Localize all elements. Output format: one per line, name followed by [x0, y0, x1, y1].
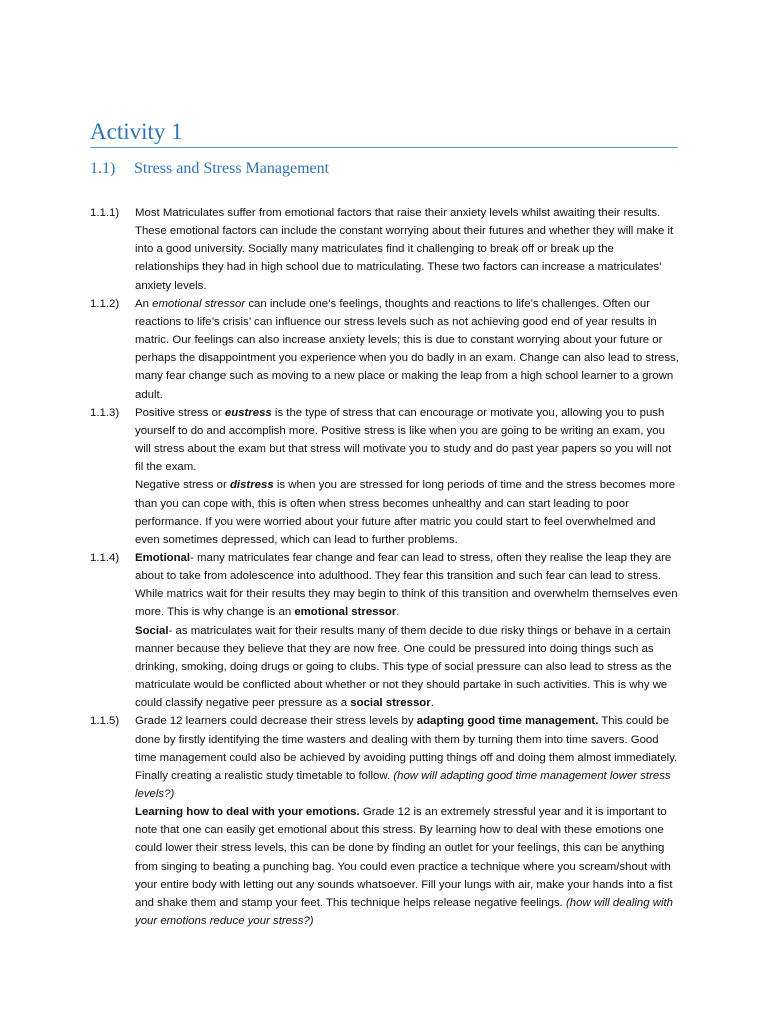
- paragraph: [135, 803, 680, 930]
- item-number: 1.1.5): [90, 715, 120, 728]
- paragraph: [135, 622, 680, 713]
- text-run: Positive stress or: [135, 406, 225, 419]
- paragraph: [135, 549, 680, 622]
- text-run: - many matriculates fear change and fear can lead to stress, often they realise the leap they are about to take from adolescence into adulthood. They fear this transition and such fear can lead to stress. While matrics wait for their results they may begin to think of this transition and overwhelm themselves even more. This is why change is an: [135, 551, 678, 619]
- text-run: Grade 12 is an extremely stressful year and it is important to note that one can easily get emotional about this stress. By learning how to deal with these emotions one could lower their stress levels, this can be done by finding an outlet for your feelings, this can be anything from singing to beating a punching bag. You could even practice a technique where you scream/shout with your entire body with letting out any sounds whatsoever. Fill your lungs with air, make your hands into a fist and shake them and stamp your feet. This technique helps release negative feelings.: [135, 806, 673, 909]
- text-run: distress: [229, 479, 274, 492]
- paragraph: [135, 404, 680, 477]
- section-title: Stress and Stress Management: [134, 160, 330, 177]
- text-run: eustress: [224, 406, 272, 419]
- item-text: [135, 295, 680, 404]
- text-run: emotional stressor: [294, 606, 397, 619]
- text-run: Most Matriculates suffer from emotional factors that raise their anxiety levels whilst awaiting their results. These emotional factors can include the constant worrying about their futures and whether they will make it into a good university. Socially many matriculates find it challenging to break off or break up the relationships they had in high school due to matriculating. These two factors can increase a matriculates’ anxiety levels.: [135, 207, 674, 292]
- text-run: (how will adapting good time management lower stress levels?): [135, 769, 671, 800]
- item-text: [135, 549, 680, 712]
- text-run: can include one’s feelings, thoughts and reactions to life’s challenges. Often our reactions to life’s crisis’ can influence our stress levels such as not achieving good end of year results in matric. Our feelings can also increase anxiety levels; this is due to constant worrying about your future or perhaps the disappointment you experience when you do badly in an exam. Change can also lead to stress, many fear change such as moving to a new place or making the leap from a high school learner to a grown adult.: [135, 297, 679, 401]
- document-body: [90, 204, 680, 930]
- text-run: Emotional: [135, 551, 191, 564]
- paragraph: [135, 476, 680, 549]
- item-number: 1.1.4): [90, 551, 120, 564]
- text-run: (how will dealing with your emotions reduce your stress?): [135, 896, 674, 928]
- text-run: Negative stress or: [135, 479, 230, 492]
- text-run: Grade 12 learners could decrease their stress levels by: [135, 715, 417, 728]
- list-item: [90, 295, 680, 404]
- text-run: An: [135, 297, 153, 310]
- item-text: [135, 712, 680, 930]
- list-item: [90, 204, 680, 295]
- text-run: .: [396, 606, 400, 619]
- text-run: is the type of stress that can encourage or motivate you, allowing you to push yourself to do and accomplish more. Positive stress is like when you are going to be writing an exam, you will stress about the exam but that stress will motivate you to study and do past year papers so you will not fil the exam.: [135, 406, 672, 474]
- item-text: [135, 404, 680, 549]
- text-run: .: [430, 697, 434, 710]
- item-number: 1.1.2): [90, 297, 120, 310]
- text-run: This could be done by firstly identifying the time wasters and dealing with them by turning them into time savers. Good time management could also be achieved by avoiding putting things off and doing them almost immediately. Finally creating a realistic study timetable to follow.: [135, 715, 678, 782]
- list-item: [90, 712, 680, 930]
- paragraph: [135, 712, 680, 803]
- text-run: adapting good time management.: [416, 715, 599, 728]
- section-number: 1.1): [90, 160, 116, 177]
- text-run: social stressor: [350, 697, 431, 710]
- paragraph: [135, 295, 680, 404]
- text-run: is when you are stressed for long periods of time and the stress becomes more than you can cope with, this is often when stress becomes unhealthy and can start leading to poor performance. If you were worried about your future after matric you could start to feel overwhelmed and even sometimes depressed, which can lead to further problems.: [135, 479, 676, 546]
- list-item: [90, 404, 680, 549]
- item-number: 1.1.3): [90, 406, 120, 419]
- list-item: [90, 549, 680, 712]
- item-number: 1.1.1): [90, 207, 120, 219]
- text-run: - as matriculates wait for their results many of them decide to due risky things or behave in a certain manner because they believe that they are now free. One could be pressured into doing things such as drinking, smoking, doing drugs or going to clubs. This type of social pressure can also lead to stress as the matriculate would be conflicted about whether or not they should partake in such activities. This is why we could classify negative peer pressure as a: [135, 624, 672, 710]
- section-heading: [90, 158, 329, 180]
- text-run: Learning how to deal with your emotions.: [135, 806, 360, 819]
- text-run: emotional stressor: [152, 297, 246, 310]
- paragraph: [135, 204, 680, 295]
- item-text: [135, 204, 680, 295]
- text-run: Social: [135, 624, 169, 637]
- activity-heading: Activity 1: [90, 118, 678, 148]
